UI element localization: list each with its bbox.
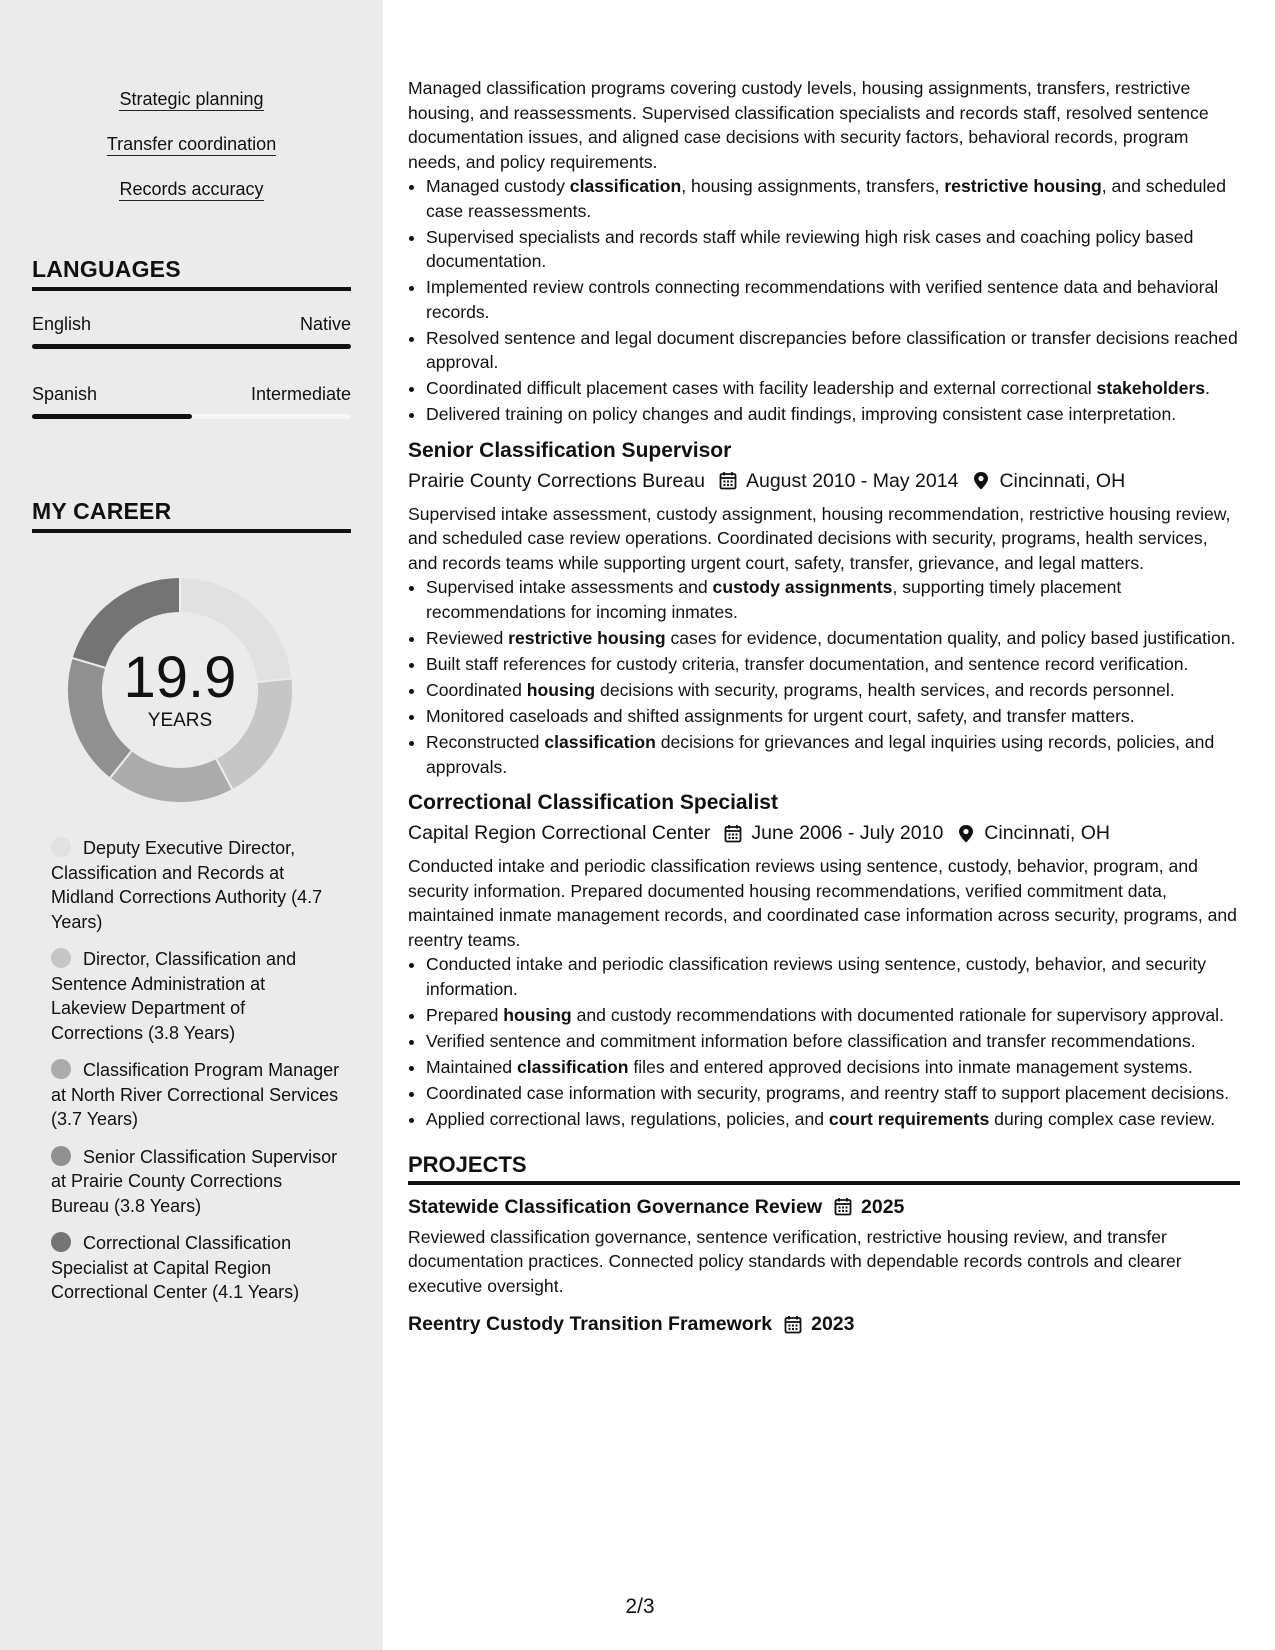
bullet-item: • Coordinated case information with security, programs, and reentry staff to support placement decisions. [426, 1081, 1240, 1106]
bullet-item: • Coordinated housing decisions with security, programs, health services, and records personnel. [426, 678, 1240, 703]
language-name: English [32, 314, 92, 334]
project-entry [408, 1193, 1240, 1299]
language-proficiency-bar [32, 414, 351, 419]
project-entry [408, 1310, 1240, 1338]
main-content [408, 76, 1240, 1342]
job-bullets [408, 952, 1240, 1131]
job-title: Senior Classification Supervisor [408, 438, 732, 462]
total-years-value: 19.9 [123, 645, 237, 710]
job-entry [408, 789, 1240, 1131]
bullet-item: • Supervised intake assessments and custody assignments, supporting timely placement recommendations for incoming inmates. [426, 575, 1240, 624]
project-title: Statewide Classification Governance Review [408, 1195, 822, 1218]
job-description: Supervised intake assessment, custody assignment, housing recommendation, restrictive housing review, and scheduled case review operations. Coordinated decisions with security, programs, health services, and records teams while supporting urgent court, safety, transfer, grievance, and legal matters. [408, 503, 1231, 573]
language-proficiency-fill [32, 344, 351, 349]
job-entry [408, 437, 1240, 779]
language-row [32, 384, 351, 405]
job-meta [408, 820, 1240, 846]
bullet-item: • Verified sentence and commitment information before classification and transfer recommendations. [426, 1029, 1240, 1054]
bullet-item: • Reviewed restrictive housing cases for evidence, documentation quality, and policy based justification. [426, 626, 1240, 651]
bullet-item: • Delivered training on policy changes and audit findings, improving consistent case interpretation. [426, 402, 1240, 427]
legend-dot [51, 948, 71, 968]
career-legend-item: Correctional Classification Specialist at Capital Region Correctional Center (4.1 Years) [51, 1233, 300, 1302]
job-title: Correctional Classification Specialist [408, 791, 778, 815]
project-title: Reentry Custody Transition Framework [408, 1313, 773, 1336]
bullet-item: • Maintained classification files and entered approved decisions into inmate management systems. [426, 1055, 1240, 1080]
bullet-item: • Built staff references for custody criteria, transfer documentation, and sentence record verification. [426, 652, 1240, 677]
skill-item: Records accuracy [119, 179, 264, 199]
bullet-item: • Managed custody classification, housing assignments, transfers, restrictive housing, and scheduled case reassessments. [426, 174, 1240, 223]
bullet-item: • Prepared housing and custody recommendations with documented rationale for supervisory approval. [426, 1003, 1240, 1028]
project-year: 2023 [811, 1313, 855, 1336]
language-name: Spanish [32, 384, 98, 404]
job-location: Cincinnati, OH [999, 469, 1126, 492]
bullet-item: • Monitored caseloads and shifted assignments for urgent court, safety, and transfer matters. [426, 704, 1240, 729]
project-year: 2025 [861, 1195, 905, 1218]
map-pin-icon [972, 471, 990, 490]
bullet-item: • Resolved sentence and legal document discrepancies before classification or transfer decisions reached approval. [426, 326, 1240, 375]
language-level: Intermediate [250, 384, 351, 404]
languages-heading: LANGUAGES [32, 256, 351, 291]
language-proficiency-bar [32, 344, 351, 349]
bullet-item: • Implemented review controls connecting recommendations with verified sentence data and behavioral records. [426, 275, 1240, 324]
legend-dot [51, 1232, 71, 1252]
company-name: Prairie County Corrections Bureau [408, 469, 705, 492]
total-years-label: YEARS [147, 710, 213, 731]
map-pin-icon [957, 824, 975, 843]
calendar-icon [834, 1197, 852, 1216]
summary-paragraph: Managed classification programs covering custody levels, housing assignments, transfers, restrictive housing, and reassessments. Supervised classification specialists and records staff, resolved sentence documentation issues, and aligned case decisions with security factors, behavioral records, program needs, and policy requirements. [408, 78, 1209, 172]
legend-dot [51, 1146, 71, 1166]
page-number: 2/3 [625, 1595, 655, 1618]
career-heading: MY CAREER [32, 498, 351, 533]
job-dates: June 2006 - July 2010 [751, 822, 944, 845]
career-legend-item: Director, Classification and Sentence Administration at Lakeview Department of Corrections (3.8 Years) [51, 949, 297, 1043]
bullet-item: • Supervised specialists and records staff while reviewing high risk cases and coaching policy based documentation. [426, 225, 1240, 274]
project-description: Reviewed classification governance, sentence verification, restrictive housing review, and transfer documentation practices. Connected policy standards with dependable records controls and clearer executive oversight. [408, 1226, 1182, 1296]
job-meta [408, 468, 1240, 494]
summary-bullets [408, 174, 1240, 427]
language-row [32, 314, 351, 335]
bullet-item: • Applied correctional laws, regulations, policies, and court requirements during complex case review. [426, 1107, 1240, 1132]
skill-item: Transfer coordination [106, 134, 277, 154]
career-legend-item: Deputy Executive Director, Classification and Records at Midland Corrections Authority (4.7 Years) [51, 838, 323, 932]
calendar-icon [724, 824, 742, 843]
career-legend-item: Classification Program Manager at North River Correctional Services (3.7 Years) [51, 1060, 340, 1129]
company-name: Capital Region Correctional Center [408, 822, 711, 845]
calendar-icon [784, 1315, 802, 1334]
legend-dot [51, 837, 71, 857]
career-legend [51, 836, 341, 1318]
job-description: Conducted intake and periodic classification reviews using sentence, custody, behavior, program, and security information. Prepared documented housing recommendations, verified commitment data, maintained inmate management records, and coordinated case information across security, programs, and reentry teams. [408, 856, 1237, 950]
bullet-item: • Conducted intake and periodic classification reviews using sentence, custody, behavior, and security information. [426, 952, 1240, 1001]
projects-heading: PROJECTS [408, 1152, 1240, 1185]
job-bullets [408, 575, 1240, 779]
skill-item: Strategic planning [119, 89, 264, 109]
language-level: Native [299, 314, 351, 334]
career-legend-item: Senior Classification Supervisor at Prairie County Corrections Bureau (3.8 Years) [51, 1146, 338, 1216]
calendar-icon [719, 471, 737, 490]
project-title-row [408, 1193, 1240, 1221]
project-title-row [408, 1310, 1240, 1338]
job-location: Cincinnati, OH [984, 822, 1111, 845]
language-proficiency-fill [32, 414, 192, 419]
bullet-item: • Coordinated difficult placement cases with facility leadership and external correctional stakeholders. [426, 376, 1240, 401]
sidebar [0, 0, 383, 1650]
legend-dot [51, 1059, 71, 1079]
bullet-item: • Reconstructed classification decisions for grievances and legal inquiries using records, policies, and approvals. [426, 730, 1240, 779]
job-dates: August 2010 - May 2014 [745, 469, 959, 492]
